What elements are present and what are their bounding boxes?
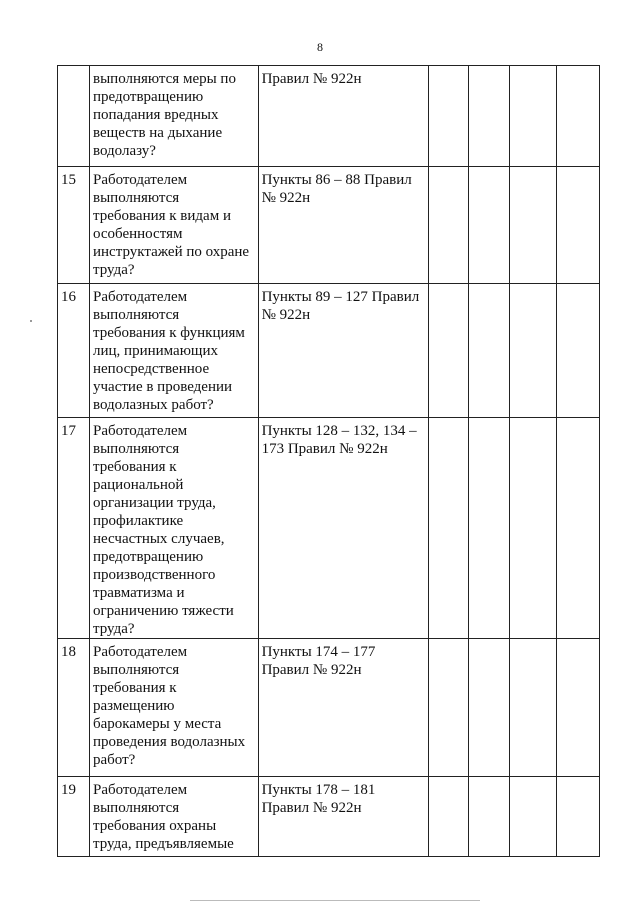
answer-cell-na <box>510 284 557 418</box>
answer-cell-no <box>468 418 510 639</box>
row-question: Работодателем выполняются требования к видам и особенностям инструктажей по охране труда? <box>90 167 259 284</box>
table-row <box>58 167 600 284</box>
table-row <box>58 418 600 639</box>
answer-cell-no <box>468 284 510 418</box>
answer-cell-note <box>557 66 600 167</box>
answer-cell-na <box>510 777 557 857</box>
row-number: 19 <box>58 777 90 857</box>
row-question: Работодателем выполняются требования охраны труда, предъявляемые <box>90 777 259 857</box>
row-number: 17 <box>58 418 90 639</box>
scan-edge-line <box>190 900 480 901</box>
row-reference: Пункты 86 – 88 Правил № 922н <box>258 167 429 284</box>
answer-cell-no <box>468 66 510 167</box>
answer-cell-yes <box>429 418 468 639</box>
scan-speck <box>30 320 32 322</box>
row-question: Работодателем выполняются требования к размещению барокамеры у места проведения водолазных работ? <box>90 639 259 777</box>
row-number: 16 <box>58 284 90 418</box>
answer-cell-note <box>557 777 600 857</box>
page-number: 8 <box>317 40 323 54</box>
answer-cell-note <box>557 167 600 284</box>
answer-cell-yes <box>429 167 468 284</box>
row-number: 15 <box>58 167 90 284</box>
answer-cell-no <box>468 777 510 857</box>
table-row <box>58 66 600 167</box>
row-reference: Пункты 178 – 181 Правил № 922н <box>258 777 429 857</box>
row-question: выполняются меры по предотвращению попадания вредных веществ на дыхание водолазу? <box>90 66 259 167</box>
answer-cell-na <box>510 418 557 639</box>
table-row <box>58 284 600 418</box>
answer-cell-yes <box>429 284 468 418</box>
table-row <box>58 639 600 777</box>
row-question: Работодателем выполняются требования к рациональной организации труда, профилактике несчастных случаев, предотвращению производственного травматизма и ограничению тяжести труда? <box>90 418 259 639</box>
answer-cell-yes <box>429 66 468 167</box>
row-number: 18 <box>58 639 90 777</box>
answer-cell-yes <box>429 639 468 777</box>
answer-cell-note <box>557 284 600 418</box>
answer-cell-no <box>468 639 510 777</box>
row-reference: Пункты 89 – 127 Правил № 922н <box>258 284 429 418</box>
answer-cell-na <box>510 167 557 284</box>
row-reference: Пункты 128 – 132, 134 – 173 Правил № 922н <box>258 418 429 639</box>
row-question: Работодателем выполняются требования к функциям лиц, принимающих непосредственное участие в проведении водолазных работ? <box>90 284 259 418</box>
answer-cell-na <box>510 639 557 777</box>
table-row <box>58 777 600 857</box>
answer-cell-na <box>510 66 557 167</box>
answer-cell-no <box>468 167 510 284</box>
answer-cell-note <box>557 418 600 639</box>
row-reference: Пункты 174 – 177 Правил № 922н <box>258 639 429 777</box>
checklist-table <box>57 65 600 857</box>
answer-cell-yes <box>429 777 468 857</box>
row-number <box>58 66 90 167</box>
row-reference: Правил № 922н <box>258 66 429 167</box>
answer-cell-note <box>557 639 600 777</box>
